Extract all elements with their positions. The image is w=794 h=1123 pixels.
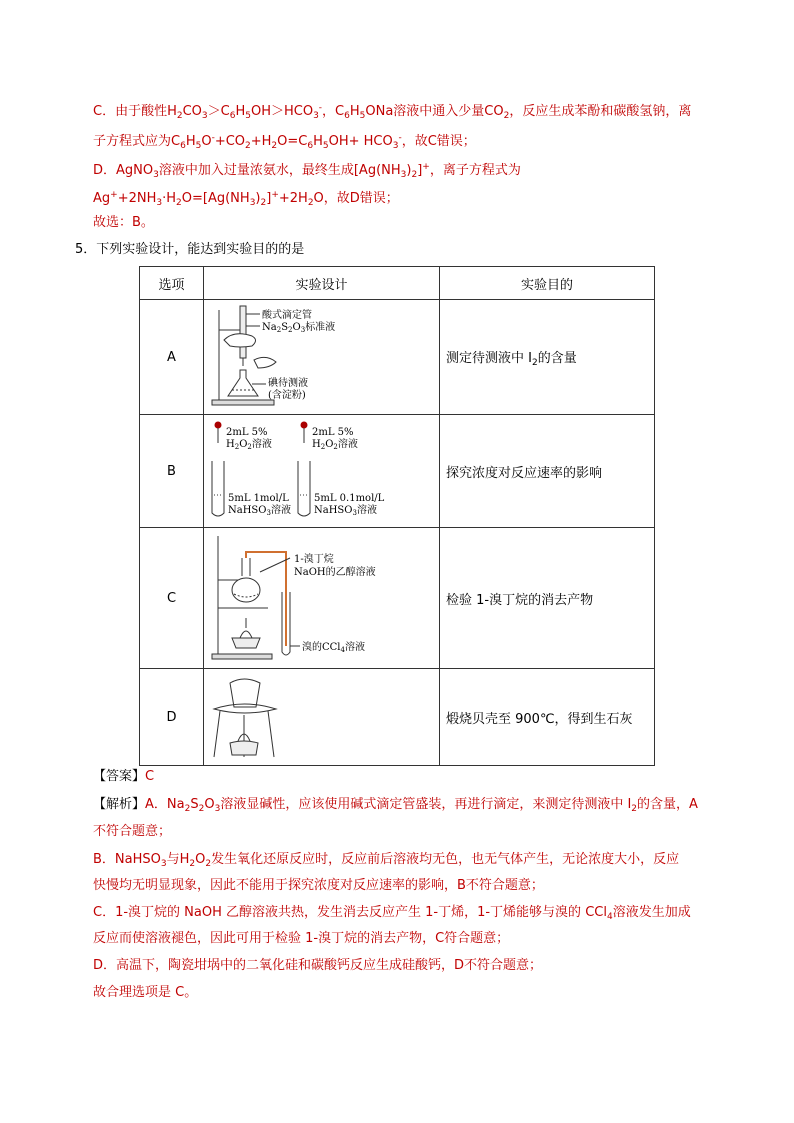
titration-apparatus-diagram [204,300,440,414]
label-b-h2o2-volume-2: 2mL 5% [312,427,354,438]
design-b [204,415,440,528]
analysis-c-line-1: C．由于酸性$H_2CO_3>C_6H_5OH>HCO_3^-$，$C_6H_5ONa$溶液中通入少量$CO_2$，反应生成苯酚和碳酸氢钠，离 [93,103,692,121]
analysis-label: 【解析】 [93,797,146,812]
table-row [140,669,655,766]
analysis-d-line: D．高温下，陶瓷坩埚中的二氧化硅和碳酸钙反应生成硅酸钙，D不符合题意； [93,958,543,973]
analysis-b-line-2: 快慢均无明显现象，因此不能用于探究浓度对反应速率的影响，B不符合题意； [93,878,544,893]
analysis-c-line-2: 子方程式应为$C_6H_5O^-+CO_2+H_2O=C_6H_5OH+ HCO_3^-$，故C错误； [93,133,476,151]
table-header-row [140,267,655,300]
answer-value: C [145,769,155,784]
goal-a: 测定待测液中 $I_2$的含量 [440,300,655,415]
design-c [204,528,440,669]
design-d [204,669,440,766]
label-b-h2o2-2: $H_2O_2$溶液 [312,439,358,451]
option-b: B [140,415,204,528]
label-b-nahso3-1: NaHSO$_3$溶液 [228,505,291,517]
goal-c: 检验 1-溴丁烷的消去产物 [440,528,655,669]
option-d: D [140,669,204,766]
label-naoh-ethanol: NaOH的乙醇溶液 [294,567,376,578]
label-acid-burette: 酸式滴定管 [262,310,312,321]
header-option: 选项 [140,267,204,300]
label-b-h2o2-volume-1: 2mL 5% [226,427,268,438]
table-row [140,528,655,669]
table-row [140,415,655,528]
test-tubes-diagram [204,415,440,527]
question-5: 5．下列实验设计，能达到实验目的的是 [75,242,305,257]
label-starch: (含淀粉) [268,390,306,401]
header-design: 实验设计 [204,267,440,300]
design-a [204,300,440,415]
label-iodine-solution: 碘待测液 [268,378,308,389]
table-row [140,300,655,415]
elimination-apparatus-diagram [204,528,440,668]
label-b-nahso3-conc-2: 5mL 0.1mol/L [314,493,385,504]
label-b-nahso3-conc-1: 5mL 1mol/L [228,493,289,504]
label-b-nahso3-2: NaHSO$_3$溶液 [314,505,377,517]
experiment-table [139,266,655,766]
answer-line [93,768,154,786]
analysis-final: 故合理选项是 C。 [93,985,198,1000]
analysis-c-line-2b: 反应而使溶液褪色，因此可用于检验 1-溴丁烷的消去产物，C符合题意； [93,931,510,946]
analysis-b-line-1: B．NaHSO$_3$与$H_2O_2$发生氧化还原反应时，反应前后溶液均无色，也无气体产生，无论浓度大小，反应 [93,852,680,869]
analysis-c-line-1b: C．1-溴丁烷的 NaOH 乙醇溶液共热，发生消去反应产生 1-丁烯，1-丁烯能够与溴的 CCl$_4$溶液发生加成 [93,905,691,922]
answer-label: 【答案】 [93,769,146,784]
label-thiosulfate: $Na_2S_2O_3$标准液 [262,322,336,334]
analysis-d-line-1: D．AgNO$_3$溶液中加入过量浓氨水，最终生成$[Ag(NH_3)_2]^+$，离子方程式为 [93,162,521,180]
option-c: C [140,528,204,669]
analysis-choice: 故选：B。 [93,215,154,230]
analysis-a-line-1: 【解析】A．$Na_2S_2O_3$溶液显碱性，应该使用碱式滴定管盛装，再进行滴定，来测定待测液中 $I_2$的含量，A [93,797,698,814]
crucible-burner-diagram [204,669,440,765]
analysis-d-line-2: $Ag^++2NH_3\cdot H_2O=[Ag(NH_3)_2]^++2H_2O$，故D错误； [93,190,399,208]
analysis-a-line-2: 不符合题意； [93,824,172,839]
option-a: A [140,300,204,415]
header-goal: 实验目的 [440,267,655,300]
goal-b: 探究浓度对反应速率的影响 [440,415,655,528]
label-bromine-ccl4: 溴的CCl$_4$溶液 [302,642,365,654]
goal-d: 煅烧贝壳至 900℃，得到生石灰 [440,669,655,766]
label-bromobutane: 1-溴丁烷 [294,554,334,565]
label-b-h2o2-1: $H_2O_2$溶液 [226,439,272,451]
